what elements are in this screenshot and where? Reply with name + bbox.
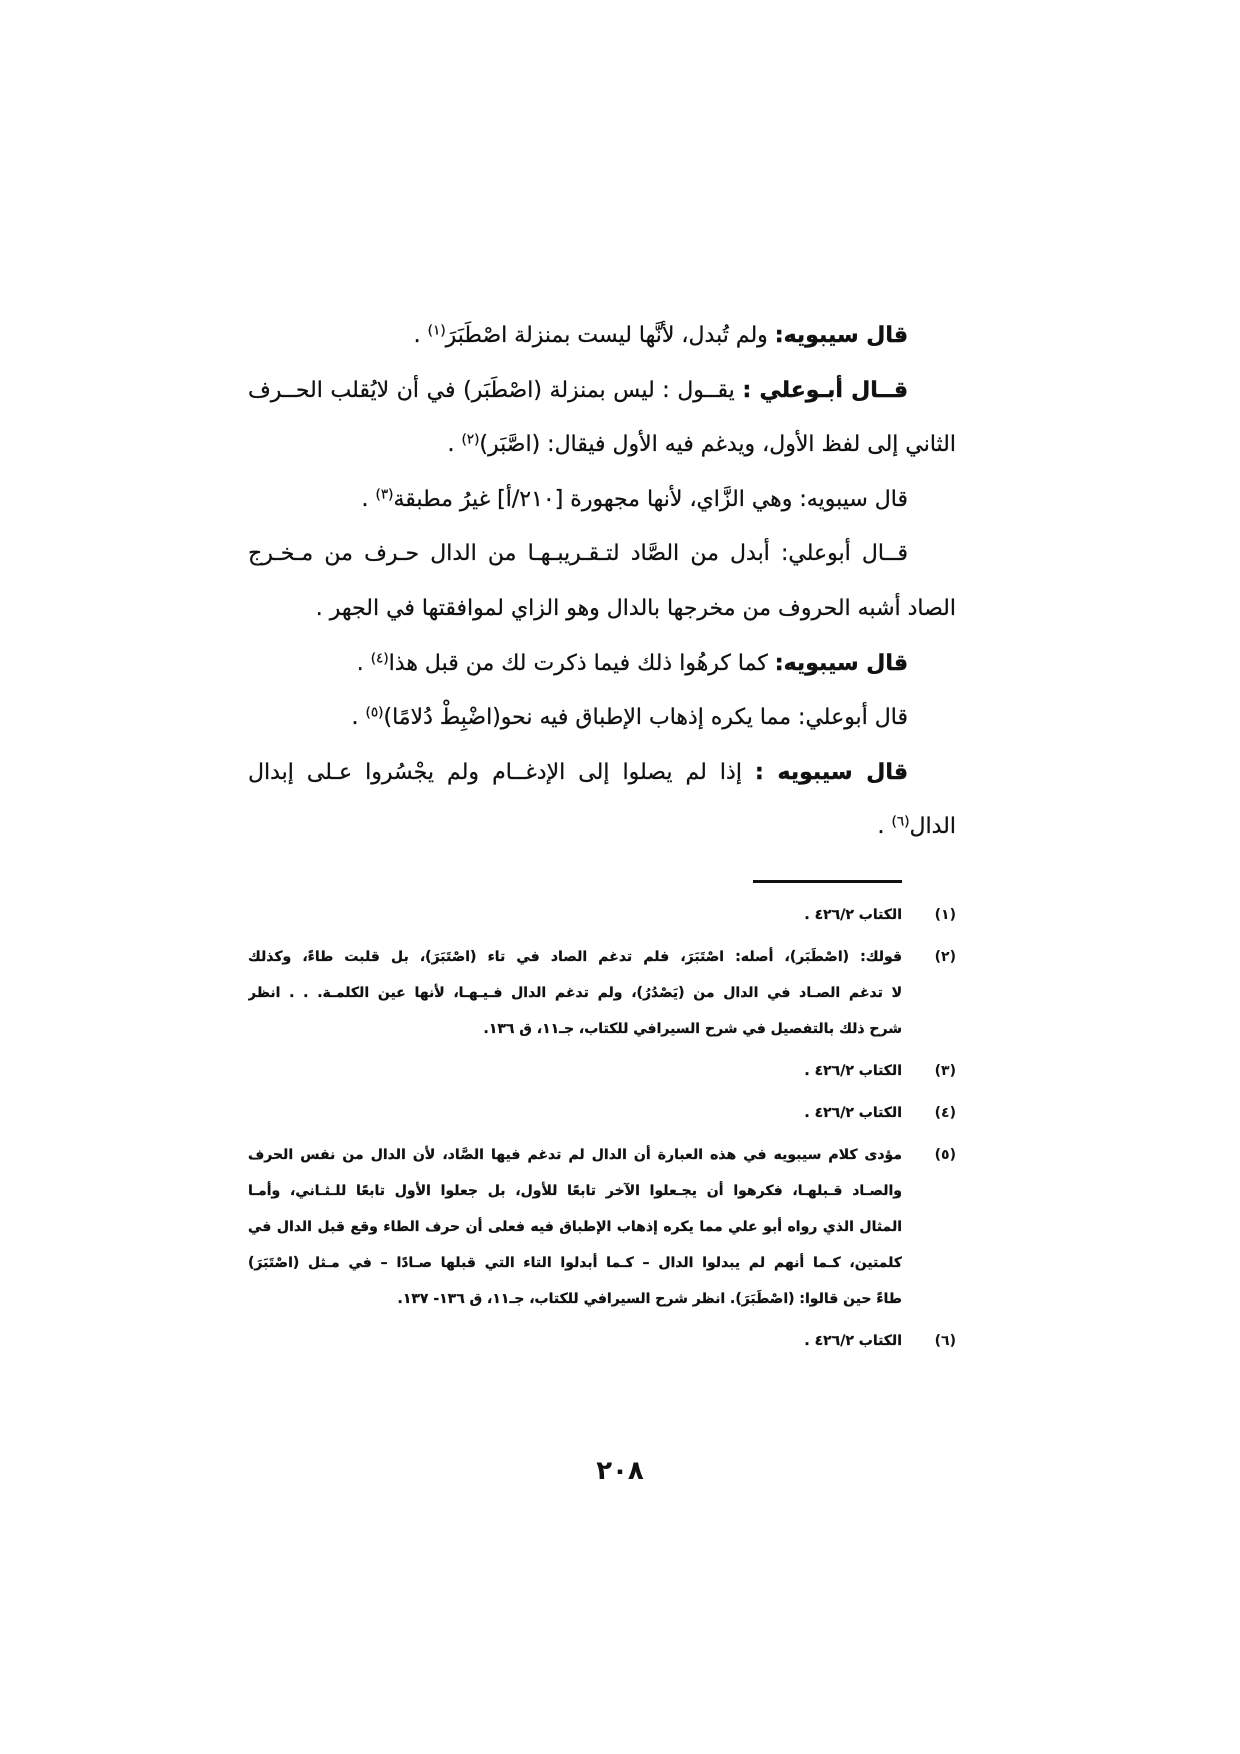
- footnote-body: [248, 897, 902, 933]
- footnote-line: الكتاب ٤٢٦/٢ .: [804, 1063, 902, 1079]
- footnote: [248, 1323, 956, 1359]
- speaker-label: قــال أبـوعلي :: [742, 377, 908, 403]
- footnote-ref: (٢): [461, 431, 480, 448]
- line-end: .: [361, 486, 376, 512]
- text-line: [248, 473, 956, 528]
- line-end: .: [351, 705, 366, 731]
- paragraph: [248, 309, 956, 364]
- text-line: [248, 309, 956, 364]
- footnote-separator: [753, 880, 902, 883]
- line-text: الثاني إلى لفظ الأول، ويدغم فيه الأول فيقال: (اصَّبَر): [479, 432, 956, 458]
- line-end: .: [413, 323, 428, 348]
- paragraph: [248, 746, 956, 855]
- footnote-number: (٣): [934, 1063, 956, 1079]
- footnote-number: (٢): [934, 949, 956, 965]
- text-line: [248, 582, 956, 637]
- footnote-line: طاءً حين قالوا: (اصْطَبَرَ). انظر شرح السيرافي للكتاب، جـ١١، ق ١٣٦- ١٣٧.: [397, 1291, 902, 1307]
- text-line: [248, 691, 956, 746]
- footnote: [248, 939, 956, 1047]
- footnote-line: الكتاب ٤٢٦/٢ .: [804, 1105, 902, 1121]
- line-text: الدال: [909, 814, 956, 840]
- footnote-line: شرح ذلك بالتفصيل في شرح السيرافي للكتاب، جـ١١، ق ١٣٦.: [483, 1021, 902, 1037]
- text-line: [248, 800, 956, 855]
- footnote-line: الكتاب ٤٢٦/٢ .: [804, 907, 902, 923]
- line-text: الصاد أشبه الحروف من مخرجها بالدال وهو الزاي لموافقتها في الجهر .: [315, 595, 956, 621]
- footnote-ref: (٣): [375, 486, 394, 503]
- paragraph: [248, 473, 956, 528]
- footnote: [248, 897, 956, 933]
- footnote-body: [248, 1323, 902, 1359]
- line-text: قال سيبويه: وهي الزَّاي، لأنها مجهورة [٢١٠/أ] غيرُ مطبقة: [393, 486, 908, 512]
- footnote: [248, 1095, 956, 1131]
- line-text: قــال أبوعلي: أبدل من الصَّاد لتـقـريبـهـا من الدال حـرف من مـخـرج: [248, 541, 908, 567]
- footnote-body: [248, 1053, 902, 1089]
- main-text: [248, 309, 956, 855]
- footnote-ref: (١): [427, 322, 446, 339]
- footnote: [248, 1053, 956, 1089]
- footnote-number: (٦): [934, 1333, 956, 1349]
- footnote-line: مؤدى كلام سيبويه في هذه العبارة أن الدال لم تدغم فيها الصَّاد، لأن الدال من نفس الحرف: [248, 1147, 902, 1163]
- footnote-ref: (٤): [370, 650, 389, 667]
- footnotes: [248, 897, 956, 1365]
- footnote-line: لا تدغم الصـاد في الدال من (يَصْدُرُ)، ولم تدغم الدال فـيـهـا، لأنها عين الكلمـة. . . انظر: [248, 985, 902, 1001]
- line-text: كما كرهُوا ذلك فيما ذكرت لك من قبل هذا: [388, 650, 768, 676]
- paragraph: [248, 527, 956, 636]
- footnote-line: الكتاب ٤٢٦/٢ .: [804, 1333, 902, 1349]
- line-text: إذا لم يصلوا إلى الإدغــام ولم يجْسُروا عـلى إبدال: [248, 759, 742, 785]
- page-number: ٢٠٨: [596, 1456, 644, 1486]
- footnote-ref: (٦): [891, 813, 910, 830]
- footnote-line: المثال الذي رواه أبو علي مما يكره إذهاب الإطباق فيه فعلى أن حرف الطاء وقع قبل الدال في: [248, 1219, 902, 1235]
- line-text: يقــول : ليس بمنزلة (اصْطَبَر) في أن لايُقلب الحــرف: [248, 377, 735, 403]
- speaker-label: قال سيبويه:: [774, 650, 908, 676]
- paragraph: [248, 364, 956, 473]
- line-end: .: [877, 814, 892, 840]
- text-line: [248, 418, 956, 473]
- text-line: [248, 746, 956, 801]
- footnote-number: (١): [934, 907, 956, 923]
- speaker-label: قال سيبويه:: [774, 323, 908, 348]
- text-line: [248, 364, 956, 419]
- line-text: ولم تُبدل، لأنَّها ليست بمنزلة اصْطَبَرَ: [445, 323, 768, 348]
- footnote-body: [248, 1095, 902, 1131]
- speaker-label: قال سيبويه :: [755, 759, 908, 785]
- footnote-body: [248, 939, 902, 1047]
- text-line: [248, 527, 956, 582]
- text-line: [248, 637, 956, 692]
- footnote-body: [248, 1137, 902, 1317]
- paragraph: [248, 637, 956, 692]
- footnote-ref: (٥): [365, 704, 384, 721]
- footnote-line: كلمتين، كـما أنهم لم يبدلوا الدال – كـما أبدلوا التاء التي قبلها صـادًا – في مـثل (اصْتَبَرَ): [248, 1255, 902, 1271]
- line-end: .: [447, 432, 462, 458]
- footnote-line: والصـاد قـبلهـا، فكرهوا أن يجـعلوا الآخر تابعًا للأول، بل جعلوا الأول تابعًا للـثـاني، وأمـا: [248, 1183, 902, 1199]
- footnote: [248, 1137, 956, 1317]
- footnote-number: (٤): [934, 1105, 956, 1121]
- line-end: .: [356, 650, 371, 676]
- footnote-line: قولك: (اصْطَبَر)، أصله: اصْتَبَرَ، فلم تدغم الصاد في تاء (اصْتَبَرَ)، بل قلبت طاءً، وكذلك: [248, 949, 902, 965]
- paragraph: [248, 691, 956, 746]
- footnote-number: (٥): [934, 1147, 956, 1163]
- line-text: قال أبوعلي: مما يكره إذهاب الإطباق فيه نحو(اضْبِطْ دُلامًا): [383, 705, 908, 731]
